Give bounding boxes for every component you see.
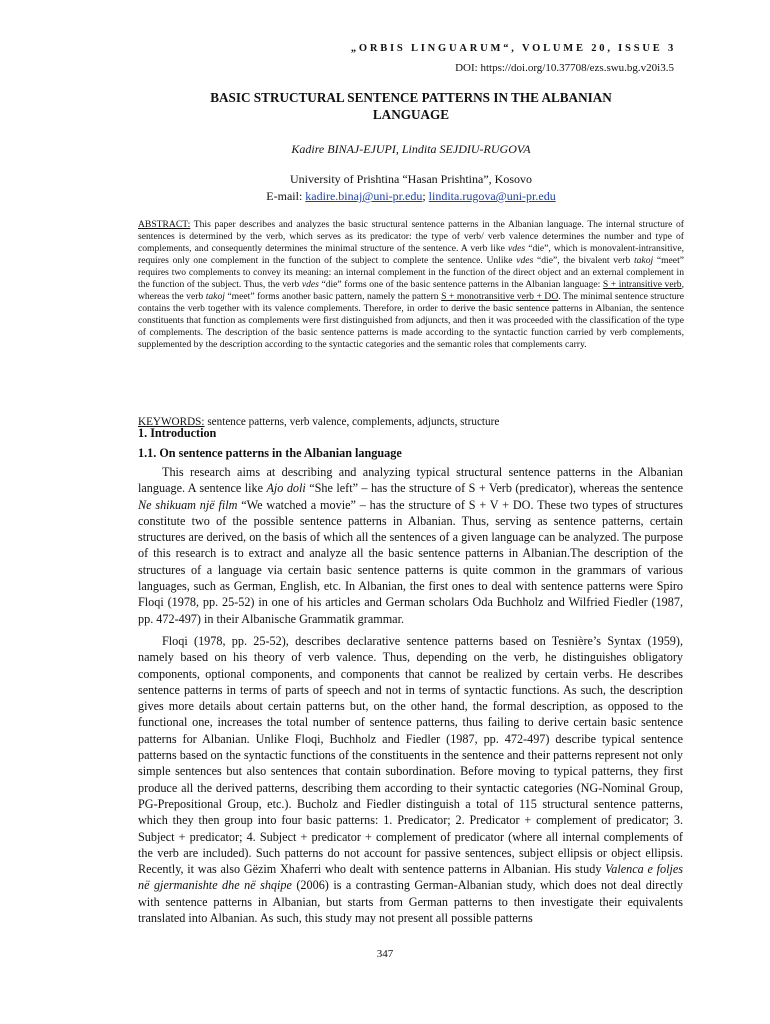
email-link-1[interactable]: kadire.binaj@uni-pr.edu [305,189,423,203]
page-number: 347 [376,948,394,960]
subsection-heading: 1.1. On sentence patterns in the Albanian language [138,446,402,460]
abstract [138,219,684,350]
para-text: “We watched a movie” – has the structure of S + V + DO. These two types of structures constitute two of the possible sentence patterns in Albanian. Thus, serving as sentence patterns, certain structures are derived, on the basis of which all the sentences of a given language can be analyzed. The purpose of this research is to extract and analyze all the basic sentence patterns in Albanian.The description of the structures of a language via certain basic sentence patterns is quite common in the grammars of various languages, such as German, English, etc. In Albanian, the first ones to deal with sentence patterns were Spiro Floqi (1978, pp. 25-52) in one of his articles and German scholars Oda Buchholz and Wilfried Fiedler (1987, pp. 472-497) in their Albanische Grammatik grammar. [138,497,683,626]
abstract-term: vdes [508,242,526,254]
para-title: Valenca e foljes në gjermanishte dhe në shqipe [138,862,683,893]
university: University of Prishtina “Hasan Prishtina”, Kosovo [290,172,532,186]
running-head: „ORBIS LINGUARUM“, VOLUME 20, ISSUE 3 [350,43,676,54]
section-heading: 1. Introduction [138,426,217,440]
abstract-label: ABSTRACT: [138,219,191,230]
abstract-pattern: S + monotransitive verb + DO [441,290,559,302]
abstract-text: “die” forms one of the basic sentence patterns in the Albanian language: [318,278,603,290]
para-example: Ne shikuam një film [138,497,238,512]
abstract-text: , whereas the verb [138,278,684,302]
abstract-term: takoj [205,290,225,302]
para-text: Floqi (1978, pp. 25-52), describes declarative sentence patterns based on Tesnière’s Syntax (1959), namely based on his theory of verb valence. Thus, depending on the verb, he distinguishes obligatory components, optional components, and components that cannot be realized by certain verbs. He describes sentence patterns in terms of parts of speech and not in terms of syntactic functions. As such, the description gives more details about certain patterns but, on the other hand, the formal description, as opposed to the functional one, increases the total number of sentence patterns, thus failing to derive certain basic sentence patterns for Albanian. Unlike Floqi, Buchholz and Fiedler (1987, pp. 472-497) describe typical sentence patterns based on the syntactic functions of the constituents in the sentence and their patterns represent not only simple sentences but also sentences that contain subordination. Before moving to typical patterns, they first produce all the derived patterns, describing them according to their syntactic categories (NG-Nominal Group, PG-Prepositional Group, etc.). Bucholz and Fiedler distinguish a total of 115 structural sentence patterns, which they then group into four basic patterns: 1. Predicator; 2. Predicator + complement of predicator; 3. Subject + predicator; 4. Subject + predicator + complement of predicator (where all internal complements of the verb are included). Such patterns do not account for passive sentences, subject ellipsis or object ellipsis. Recently, it was also Gëzim Xhaferri who dealt with sentence patterns in Albanian. His study [138,633,683,877]
email-separator: ; [422,189,429,203]
keywords-text: sentence patterns, verb valence, complements, adjuncts, structure [204,416,500,428]
abstract-text: “meet” forms another basic pattern, namely the pattern [224,290,442,302]
abstract-term: vdes [301,278,319,290]
paragraph-1 [138,464,683,627]
abstract-text: . The minimal sentence structure contains the verb together with its valence complements. Therefore, in order to derive the basic sentence patterns in Albanian, the sentence constituents that function as complements were first distinguished from adjuncts, and then it was proceeded with the classification of the type of complements. The description of the basic sentence patterns is made according to the syntactic function carried by verb complements, supplemented by the description according to the syntactic categories and the semantic roles that complements carry. [138,290,684,350]
title-line-2: LANGUAGE [372,107,450,122]
title-line-1: BASIC STRUCTURAL SENTENCE PATTERNS IN THE ALBANIAN [210,90,612,105]
para-text: (2006) is a contrasting German-Albanian study, which does not deal directly with sentence patterns in Albanian, but starts from German patterns to then investigate their equivalents translated into Albanian. As such, this study may not present all possible patterns [138,878,684,926]
keywords-label: KEYWORDS: [138,416,205,428]
paper-title [138,89,684,123]
abstract-pattern: S + intransitive verb [602,278,682,290]
email-line [138,188,684,205]
doi-line: DOI: https://doi.org/10.37708/ezs.swu.bg.v20i3.5 [455,62,674,74]
abstract-text: “meet” requires two complements to convey its meaning: an internal complement in the function of the direct object and an external complement in the function of the subject. Thus, the verb [138,254,684,290]
para-example: Ajo doli [266,481,306,496]
abstract-text: “die”, the bivalent verb [533,254,634,266]
paragraph-2 [138,633,683,926]
para-text: This research aims at describing and analyzing typical structural sentence patterns in the Albanian language. A sentence like [138,465,683,496]
abstract-term: takoj [633,254,654,266]
email-link-2[interactable]: lindita.rugova@uni-pr.edu [428,189,556,203]
authors: Kadire BINAJ-EJUPI, Lindita SEJDIU-RUGOVA [291,142,531,156]
para-text: “She left” – has the structure of S + Verb (predicator), whereas the sentence [305,481,683,496]
email-label: E-mail: [266,189,306,203]
abstract-text: This paper describes and analyzes the basic structural sentence patterns in the Albanian language. The internal structure of sentences is determined by the verb, which serves as its predicator: the type of verb/ verb valence determines the number and type of complements, and consequently determines the minimal structure of the sentence. A verb like [138,219,684,254]
body-text [138,464,683,932]
abstract-term: vdes [516,254,534,266]
affiliation [138,171,684,205]
abstract-text: “die”, which is monovalent-intransitive, requires only one complement in the function of the subject to complete the sentence. Unlike [138,242,685,266]
